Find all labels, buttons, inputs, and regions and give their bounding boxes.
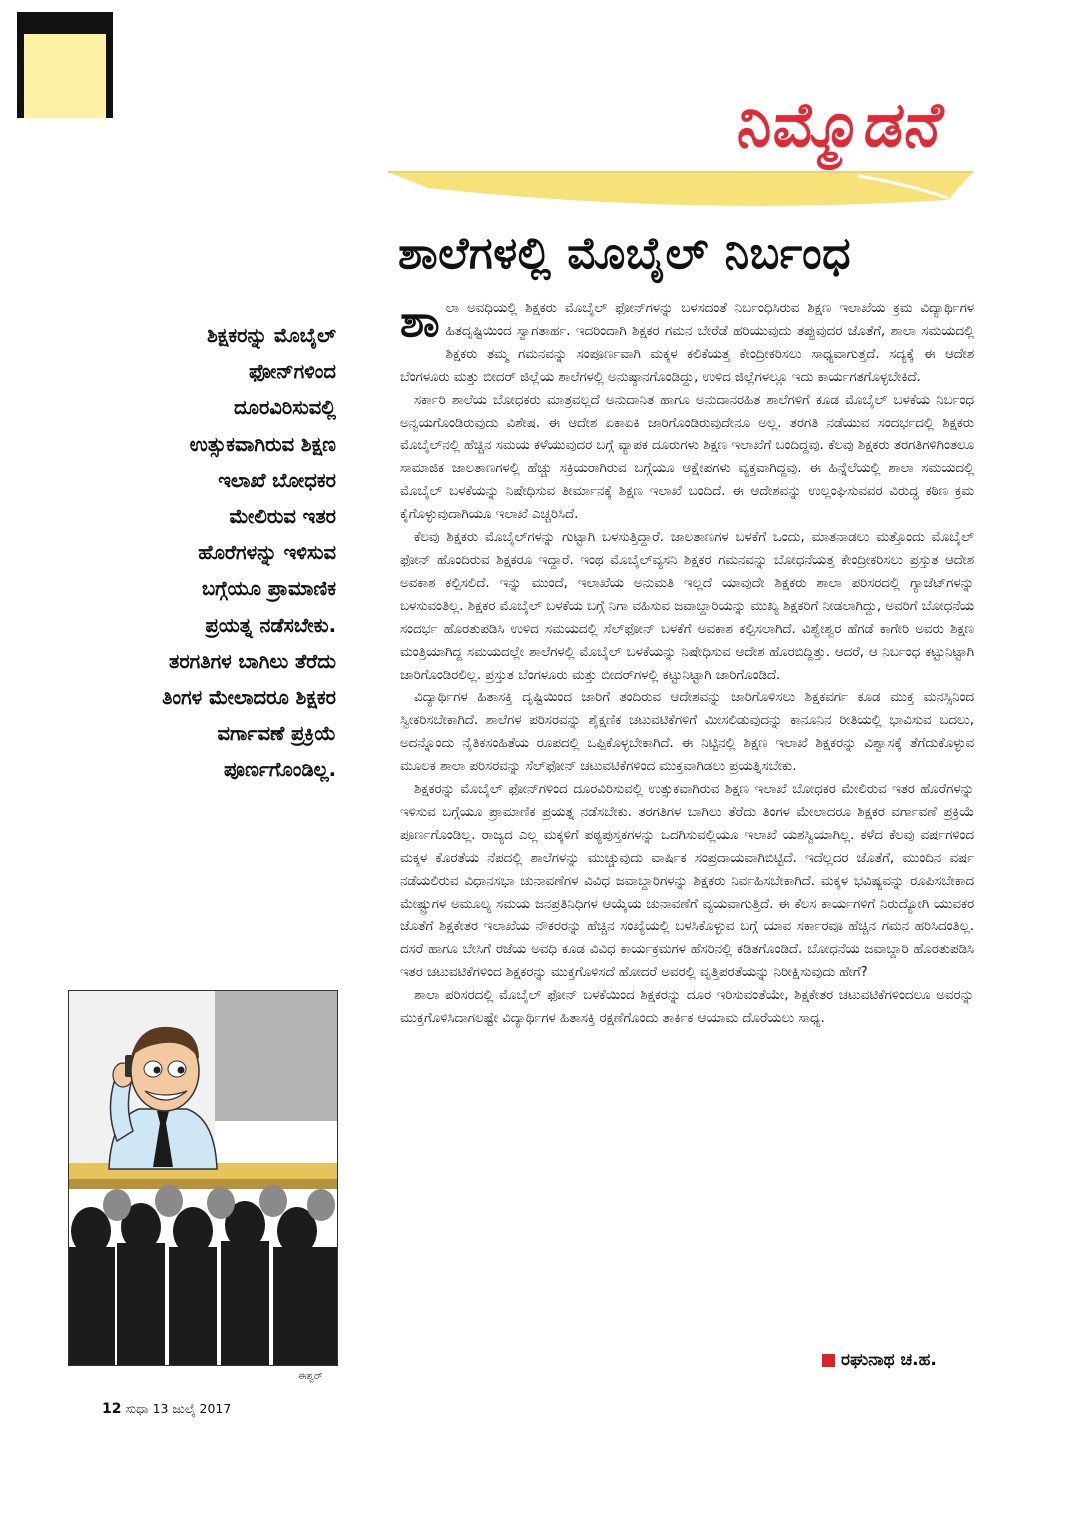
pull-quote [100,318,336,789]
corner-tab-fill [24,34,106,118]
cartoon-illustration [68,990,338,1366]
section-logo-title: ನಿಮ್ಮೊಡನೆ [734,88,947,161]
pull-quote-line: ದೂರವಿರಿಸುವಲ್ಲಿ [233,396,336,420]
article-paragraph: ಶಾಲಾ ಪರಿಸರದಲ್ಲಿ ಮೊಬೈಲ್ ಫೋನ್ ಬಳಕೆಯಿಂದ ಶಿಕ್ಷಕರನ್ನು ದೂರ ಇರಿಸುವಂತೆಯೇ, ಶಿಕ್ಷಕೇತರ ಚಟುವಟಿಕೆಗಳಿಂದಲೂ ಅವರನ್ನು ಮುಕ್ತಗೊಳಿಸಿದಾಗಲಷ್ಟೇ ವಿದ್ಯಾರ್ಥಿಗಳ ಹಿತಾಸಕ್ತಿ ರಕ್ಷಣೆಗೊಂದು ತಾರ್ಕಿಕ ಆಯಾಮ ದೊರೆಯಲು ಸಾಧ್ಯ. [400,988,974,1027]
article-headline: ಶಾಲೆಗಳಲ್ಲಿ ಮೊಬೈಲ್ ನಿರ್ಬಂಧ [398,228,852,279]
article-paragraph: ಶಿಕ್ಷಕರನ್ನು ಮೊಬೈಲ್ ಫೋನ್‌ಗಳಿಂದ ದೂರವಿರಿಸುವಲ್ಲಿ ಉತ್ಸುಕವಾಗಿರುವ ಶಿಕ್ಷಣ ಇಲಾಖೆ ಬೋಧಕರ ಮೇಲಿರುವ ಇತರ ಹೊರೆಗಳನ್ನು ಇಳಿಸುವ ಬಗ್ಗೆಯೂ ಪ್ರಾಮಾಣಿಕ ಪ್ರಯತ್ನ ನಡೆಸಬೇಕು. ತರಗತಿಗಳ ಬಾಗಿಲು ತೆರೆದು ತಿಂಗಳ ಮೇಲಾದರೂ ಶಿಕ್ಷಕರ ವರ್ಗಾವಣೆ ಪ್ರಕ್ರಿಯೆ ಪೂರ್ಣಗೊಂಡಿಲ್ಲ. ರಾಜ್ಯದ ಎಲ್ಲ ಮಕ್ಕಳಿಗೆ ಪಠ್ಯಪುಸ್ತಕಗಳನ್ನು ಒದಗಿಸುವಲ್ಲಿಯೂ ಇಲಾಖೆ ಯಶಸ್ವಿಯಾಗಿಲ್ಲ. ಕಳೆದ ಕೆಲವು ವರ್ಷಗಳಿಂದ ಮಕ್ಕಳ ಕೊರತೆಯ ನೆಪದಲ್ಲಿ ಶಾಲೆಗಳನ್ನು ಮುಚ್ಚುವುದು ವಾರ್ಷಿಕ ಸಂಪ್ರದಾಯವಾಗಿಬಿಟ್ಟಿದೆ. ಇದೆಲ್ಲದರ ಜೊತೆಗೆ, ಮುಂದಿನ ವರ್ಷ ನಡೆಯಲಿರುವ ವಿಧಾನಸಭಾ ಚುನಾವಣೆಗಳ ವಿವಿಧ ಜವಾಬ್ದಾರಿಗಳನ್ನು ಶಿಕ್ಷಕರು ನಿರ್ವಹಿಸಬೇಕಾಗಿದೆ. ಮಕ್ಕಳ ಭವಿಷ್ಯವನ್ನು ರೂಪಿಸಬೇಕಾದ ಮೇಷ್ಟ್ರುಗಳ ಅಮೂಲ್ಯ ಸಮಯ ಜನಪ್ರತಿನಿಧಿಗಳ ಆಯ್ಕೆಯ ಚುನಾವಣೆಗೆ ವ್ಯಯವಾಗುತ್ತಿದೆ. ಈ ಕೆಲಸ ಕಾರ್ಯಗಳಿಗೆ ನಿರುದ್ಯೋಗಿ ಯುವಕರ ಜೊತೆಗೆ ಶಿಕ್ಷಕೇತರ ಇಲಾಖೆಯ ನೌಕರರನ್ನು ಹೆಚ್ಚಿನ ಸಂಖ್ಯೆಯಲ್ಲಿ ಬಳಸಿಕೊಳ್ಳುವ ಬಗ್ಗೆ ಯಾವ ಸರ್ಕಾರವೂ ಹೆಚ್ಚಿನ ಗಮನ ಹರಿಸಿದಂತಿಲ್ಲ. ದಸರೆ ಹಾಗೂ ಬೇಸಿಗೆ ರಜೆಯ ಅವಧಿ ಕೂಡ ವಿವಿಧ ಕಾರ್ಯಕ್ರಮಗಳ ಹೆಸರಿನಲ್ಲಿ ಕಡಿತಗೊಂಡಿದೆ. ಬೋಧನೆಯ ಜವಾಬ್ದಾರಿ ಹೊರತುಪಡಿಸಿ ಇತರ ಚಟುವಟಿಕೆಗಳಿಂದ ಶಿಕ್ಷಕರನ್ನು ಮುಕ್ತಗೊಳಿಸದೆ ಹೋದರೆ ಅವರಲ್ಲಿ ವೃತ್ತಿಪರತೆಯನ್ನು ನಿರೀಕ್ಷಿಸುವುದು ಹೇಗೆ? [400,782,974,981]
pull-quote-line: ತಿಂಗಳ ಮೇಲಾದರೂ ಶಿಕ್ಷಕರ [162,686,336,710]
pull-quote-line: ಉತ್ಸುಕವಾಗಿರುವ ಶಿಕ್ಷಣ [189,432,336,456]
byline-author: ರಘುನಾಥ ಚ.ಹ. [841,1350,937,1370]
pull-quote-line: ವರ್ಗಾವಣೆ ಪ್ರಕ್ರಿಯೆ [217,722,336,746]
illustration-credit: ಈಶ್ವರ್ [298,1371,323,1382]
pull-quote-line: ಇಲಾಖೆ ಬೋಧಕರ [218,468,336,492]
pull-quote-line: ತರಗತಿಗಳ ಬಾಗಿಲು ತೆರೆದು [169,649,336,673]
issue-day: 13 [152,1401,169,1416]
page-folio [102,1401,231,1417]
article-paragraph: ವಿದ್ಯಾರ್ಥಿಗಳ ಹಿತಾಸಕ್ತಿ ದೃಷ್ಟಿಯಿಂದ ಜಾರಿಗೆ ತಂದಿರುವ ಆದೇಶವನ್ನು ಜಾರಿಗೊಳಿಸಲು ಶಿಕ್ಷಕವರ್ಗ ಕೂಡ ಮುಕ್ತ ಮನಸ್ಸಿನಿಂದ ಸ್ವೀಕರಿಸಬೇಕಾಗಿದೆ. ಶಾಲೆಗಳ ಪರಿಸರವನ್ನು ಶೈಕ್ಷಣಿಕ ಚಟುವಟಿಕೆಗಳಿಗೆ ಮೀಸಲಿಡುವುದನ್ನು ಕಾನೂನಿನ ರೀತಿಯಲ್ಲಿ ಭಾವಿಸುವ ಬದಲು, ಅದನ್ನೊಂದು ನೈತಿಕಸಂಹಿತೆಯ ರೂಪದಲ್ಲಿ ಒಪ್ಪಿಕೊಳ್ಳಬೇಕಾಗಿದೆ. ಈ ನಿಟ್ಟಿನಲ್ಲಿ ಶಿಕ್ಷಣ ಇಲಾಖೆ ಶಿಕ್ಷಕರನ್ನು ವಿಶ್ವಾಸಕ್ಕೆ ತೆಗೆದುಕೊಳ್ಳುವ ಮೂಲಕ ಶಾಲಾ ಪರಿಸರವನ್ನು ಸೆಲ್‌ಫೋನ್ ಚಟುವಟಿಕೆಗಳಿಂದ ಮುಕ್ತವಾಗಿಡಲು ಪ್ರಯತ್ನಿಸಬೇಕು. [400,690,974,775]
paragraph-text: ಲಾ ಅವಧಿಯಲ್ಲಿ ಶಿಕ್ಷಕರು ಮೊಬೈಲ್ ಫೋನ್‌ಗಳನ್ನು ಬಳಸದಂತೆ ನಿರ್ಬಂಧಿಸಿರುವ ಶಿಕ್ಷಣ ಇಲಾಖೆಯ ಕ್ರಮ ವಿದ್ಯಾರ್ಥಿಗಳ ಹಿತದೃಷ್ಟಿಯಿಂದ ಸ್ವಾಗತಾರ್ಹ. ಇದರಿಂದಾಗಿ ಶಿಕ್ಷಕರ ಗಮನ ಬೇರೆಡೆ ಹರಿಯುವುದು ತಪ್ಪುವುದರ ಜೊತೆಗೆ, ಶಾಲಾ ಸಮಯದಲ್ಲಿ ಶಿಕ್ಷಕರು ತಮ್ಮ ಗಮನವನ್ನು ಸಂಪೂರ್ಣವಾಗಿ ಮಕ್ಕಳ ಕಲಿಕೆಯತ್ತ ಕೇಂದ್ರೀಕರಿಸಲು ಸಾಧ್ಯವಾಗುತ್ತದೆ. ಸದ್ಯಕ್ಕೆ ಈ ಆದೇಶ ಬೆಂಗಳೂರು ಮತ್ತು ಬೀದರ್ ಜಿಲ್ಲೆಯ ಶಾಲೆಗಳಲ್ಲಿ ಅನುಷ್ಠಾನಗೊಂಡಿದ್ದು, ಉಳಿದ ಜಿಲ್ಲೆಗಳಲ್ಲೂ ಇದು ಕಾರ್ಯಗತಗೊಳ್ಳಬೇಕಿದೆ. [400,301,974,385]
article-paragraph: ಕೆಲವು ಶಿಕ್ಷಕರು ಮೊಬೈಲ್‌ಗಳನ್ನು ಗುಟ್ಟಾಗಿ ಬಳಸುತ್ತಿದ್ದಾರೆ. ಜಾಲತಾಣಗಳ ಬಳಕೆಗೆ ಒಂದು, ಮಾತನಾಡಲು ಮತ್ತೊಂದು ಮೊಬೈಲ್ ಫೋನ್ ಹೊಂದಿರುವ ಶಿಕ್ಷಕರೂ ಇದ್ದಾರೆ. ಇಂಥ ಮೊಬೈಲ್‌ವ್ಯಸನಿ ಶಿಕ್ಷಕರ ಗಮನವನ್ನು ಬೋಧನೆಯತ್ತ ಕೇಂದ್ರೀಕರಿಸಲು ಪ್ರಸ್ತುತ ಆದೇಶ ಅವಕಾಶ ಕಲ್ಪಿಸಲಿದೆ. ಇನ್ನು ಮುಂದೆ, ಇಲಾಖೆಯ ಅನುಮತಿ ಇಲ್ಲದೆ ಯಾವುದೇ ಶಿಕ್ಷಕರು ಶಾಲಾ ಪರಿಸರದಲ್ಲಿ ಗ್ಯಾಜೆಟ್‌ಗಳನ್ನು ಬಳಸುವಂತಿಲ್ಲ. ಶಿಕ್ಷಕರ ಮೊಬೈಲ್ ಬಳಕೆಯ ಬಗ್ಗೆ ನಿಗಾ ವಹಿಸುವ ಜವಾಬ್ದಾರಿಯನ್ನು ಮುಖ್ಯ ಶಿಕ್ಷಕರಿಗೆ ನೀಡಲಾಗಿದ್ದು, ಅವರಿಗೆ ಬೋಧನೆಯ ಸಂದರ್ಭ ಹೊರತುಪಡಿಸಿ ಉಳಿದ ಸಮಯದಲ್ಲಿ ಸೆಲ್‌ಫೋನ್ ಬಳಕೆಗೆ ಅವಕಾಶ ಕಲ್ಪಿಸಲಾಗಿದೆ. ವಿಶ್ವೇಶ್ವರ ಹೆಗಡೆ ಕಾಗೇರಿ ಅವರು ಶಿಕ್ಷಣ ಮಂತ್ರಿಯಾಗಿದ್ದ ಸಮಯದಲ್ಲೇ ಶಾಲೆಗಳಲ್ಲಿ ಮೊಬೈಲ್ ಬಳಕೆಯನ್ನು ನಿಷೇಧಿಸುವ ಆದೇಶ ಹೊರಬಿದ್ದಿತ್ತು. ಆದರೆ, ಆ ನಿರ್ಬಂಧ ಕಟ್ಟುನಿಟ್ಟಾಗಿ ಜಾರಿಗೊಂಡಿರಲಿಲ್ಲ. ಪ್ರಸ್ತುತ ಬೆಂಗಳೂರು ಮತ್ತು ಬೀದರ್‌ಗಳಲ್ಲಿ ಕಟ್ಟುನಿಟ್ಟಾಗಿ ಜಾರಿಗೊಂಡಿದೆ. [400,530,974,683]
article-body [400,298,974,1031]
pull-quote-line: ಶಿಕ್ಷಕರನ್ನು ಮೊಬೈಲ್ [207,324,336,347]
section-logo [388,88,973,218]
drop-cap: ಶಾ [400,296,440,347]
page-number: 12 [102,1401,122,1417]
pull-quote-line: ಫೋನ್‌ಗಳಿಂದ [249,360,336,384]
issue-month: ಜುಲೈ [172,1401,196,1416]
pull-quote-line: ಹೊರೆಗಳನ್ನು ಇಳಿಸುವ [198,541,336,565]
pull-quote-line: ಬಗ್ಗೆಯೂ ಪ್ರಾಮಾಣಿಕ [201,577,336,601]
issue-year: 2017 [199,1401,232,1416]
teacher-on-phone-illustration [69,991,337,1365]
article-paragraph: ಸರ್ಕಾರಿ ಶಾಲೆಯ ಬೋಧಕರು ಮಾತ್ರವಲ್ಲದೆ ಅನುದಾನಿತ ಹಾಗೂ ಅನುದಾನರಹಿತ ಶಾಲೆಗಳಿಗೆ ಕೂಡ ಮೊಬೈಲ್ ಬಳಕೆಯ ನಿರ್ಬಂಧ ಅನ್ವಯಗೊಂಡಿರುವುದು ವಿಶೇಷ. ಈ ಆದೇಶ ಏಕಾಏಕಿ ಜಾರಿಗೊಂಡಿರುವುದೇನೂ ಅಲ್ಲ. ತರಗತಿ ನಡೆಯುವ ಸಂದರ್ಭದಲ್ಲಿ ಶಿಕ್ಷಕರು ಮೊಬೈಲ್‌ನಲ್ಲಿ ಹೆಚ್ಚಿನ ಸಮಯ ಕಳೆಯುವುದರ ಬಗ್ಗೆ ವ್ಯಾಪಕ ದೂರುಗಳು ಶಿಕ್ಷಣ ಇಲಾಖೆಗೆ ಬಂದಿದ್ದವು. ಕೆಲವು ಶಿಕ್ಷಕರು ತರಗತಿಗಳಿಗಿಂತಲೂ ಸಾಮಾಜಿಕ ಜಾಲತಾಣಗಳಲ್ಲಿ ಹೆಚ್ಚು ಸಕ್ರಿಯರಾಗಿರುವ ಬಗ್ಗೆಯೂ ಆಕ್ಷೇಪಗಳು ವ್ಯಕ್ತವಾಗಿದ್ದವು. ಈ ಹಿನ್ನೆಲೆಯಲ್ಲಿ ಶಾಲಾ ಸಮಯದಲ್ಲಿ ಮೊಬೈಲ್ ಬಳಕೆಯನ್ನು ನಿಷೇಧಿಸುವ ತೀರ್ಮಾನಕ್ಕೆ ಶಿಕ್ಷಣ ಇಲಾಖೆ ಬಂದಿದೆ. ಈ ಆದೇಶವನ್ನು ಉಲ್ಲಂಘಿಸುವವರ ವಿರುದ್ಧ ಕಠಿಣ ಕ್ರಮ ಕೈಗೊಳ್ಳುವುದಾಗಿಯೂ ಇಲಾಖೆ ಎಚ್ಚರಿಸಿದೆ. [400,392,974,523]
byline-marker-icon [822,1354,835,1367]
pull-quote-line: ಪ್ರಯತ್ನ ನಡೆಸಬೇಕು. [205,613,336,637]
magazine-name: ಸುಧಾ [125,1401,149,1416]
pull-quote-line: ಪೂರ್ಣಗೊಂಡಿಲ್ಲ. [224,758,336,782]
corner-tab [17,12,113,118]
article-paragraph [400,298,974,390]
pull-quote-line: ಮೇಲಿರುವ ಇತರ [229,505,336,529]
byline [822,1350,937,1370]
